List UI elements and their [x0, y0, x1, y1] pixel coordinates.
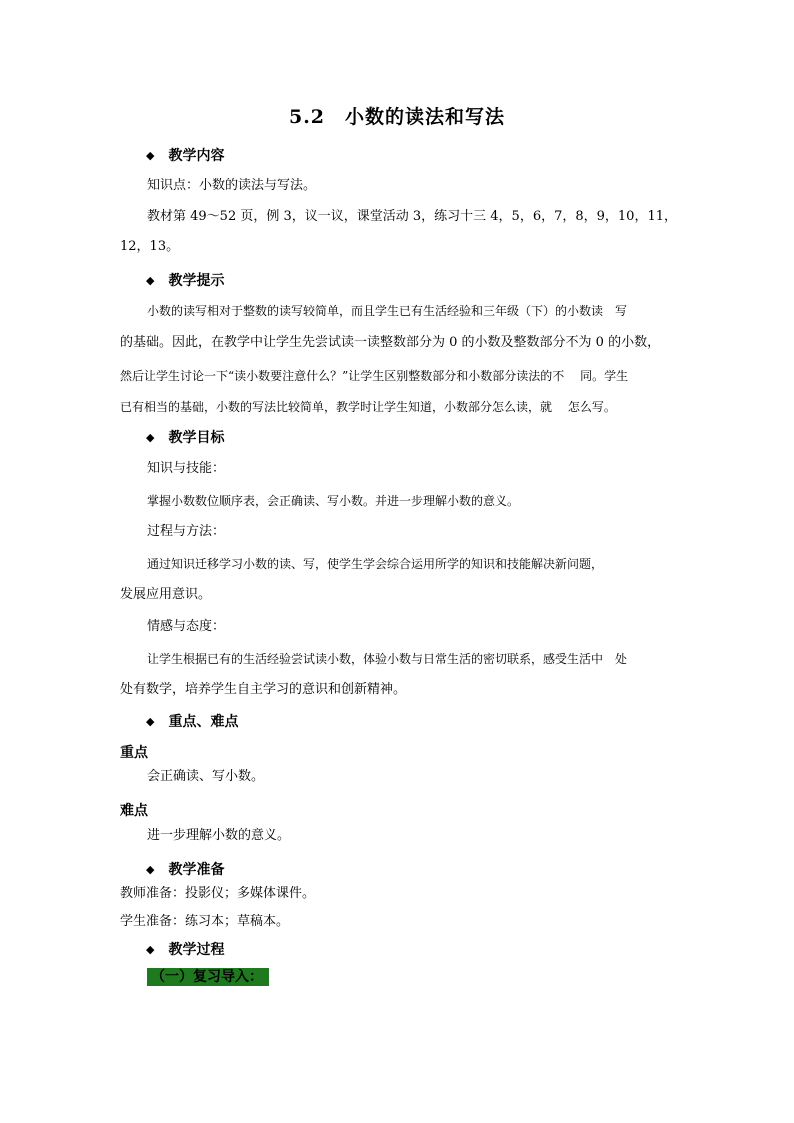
diamond-bullet-icon: ◆: [146, 715, 155, 728]
section-heading-prep: [146, 860, 224, 880]
difficult-point-text: 进一步理解小数的意义。: [147, 828, 291, 843]
textbook-text-line2: 12，13。: [120, 239, 180, 254]
page-title: 5.2 小数的读法和写法: [288, 106, 506, 128]
process-text-line2: 发展应用意识。: [120, 587, 212, 602]
section-heading-hints: [146, 271, 224, 291]
step-review-intro-highlight: （一）复习导入：: [147, 968, 269, 986]
section-heading-goals: [146, 428, 224, 448]
key-point-label: 重点: [120, 745, 148, 761]
textbook-text-line1: 教材第 49～52 页，例 3，议一议，课堂活动 3，练习十三 4，5，6，7，8，9，10，11，: [147, 209, 677, 224]
skill-label: 知识与技能：: [147, 461, 226, 476]
section-heading-label: 教学目标: [168, 430, 225, 446]
diamond-bullet-icon: ◆: [146, 149, 155, 162]
hints-text-line1: 小数的读写相对于整数的读写较简单，而且学生已有生活经验和三年级（下）的小数读 写: [147, 304, 628, 318]
section-heading-content: [146, 146, 224, 166]
section-heading-label: 教学准备: [168, 862, 225, 878]
teacher-prep-text: 教师准备：投影仪；多媒体课件。: [120, 886, 316, 901]
section-heading-label: 教学提示: [168, 273, 225, 289]
emotion-text-line1: 让学生根据已有的生活经验尝试读小数，体验小数与日常生活的密切联系，感受生活中 处: [147, 652, 628, 666]
section-heading-key-points: [146, 712, 238, 732]
key-point-text: 会正确读、写小数。: [147, 769, 265, 784]
student-prep-text: 学生准备：练习本；草稿本。: [120, 914, 290, 929]
hints-text-line2: 的基础。因此，在教学中让学生先尝试读一读整数部分为 0 的小数及整数部分不为 0 的小数，: [120, 335, 661, 350]
process-label: 过程与方法：: [147, 524, 226, 539]
emotion-label: 情感与态度：: [147, 619, 226, 634]
hints-text-line3: 然后让学生讨论一下“读小数要注意什么？”让学生区别整数部分和小数部分读法的不 同。学生: [120, 369, 629, 383]
section-heading-label: 教学内容: [168, 148, 225, 164]
diamond-bullet-icon: ◆: [146, 274, 155, 287]
section-heading-label: 重点、难点: [168, 714, 239, 730]
difficult-point-label: 难点: [120, 803, 148, 819]
diamond-bullet-icon: ◆: [146, 431, 155, 444]
knowledge-point-text: 知识点：小数的读法与写法。: [147, 178, 317, 193]
process-text-line1: 通过知识迁移学习小数的读、写，使学生学会综合运用所学的知识和技能解决新问题，: [147, 557, 604, 571]
diamond-bullet-icon: ◆: [146, 863, 155, 876]
section-heading-label: 教学过程: [168, 942, 225, 958]
section-heading-process: [146, 940, 224, 960]
emotion-text-line2: 处有数学，培养学生自主学习的意识和创新精神。: [120, 682, 407, 697]
hints-text-line4: 已有相当的基础，小数的写法比较简单，教学时让学生知道，小数部分怎么读，就 怎么写。: [120, 400, 616, 414]
diamond-bullet-icon: ◆: [146, 943, 155, 956]
skill-text: 掌握小数数位顺序表，会正确读、写小数。并进一步理解小数的意义。: [147, 494, 520, 508]
